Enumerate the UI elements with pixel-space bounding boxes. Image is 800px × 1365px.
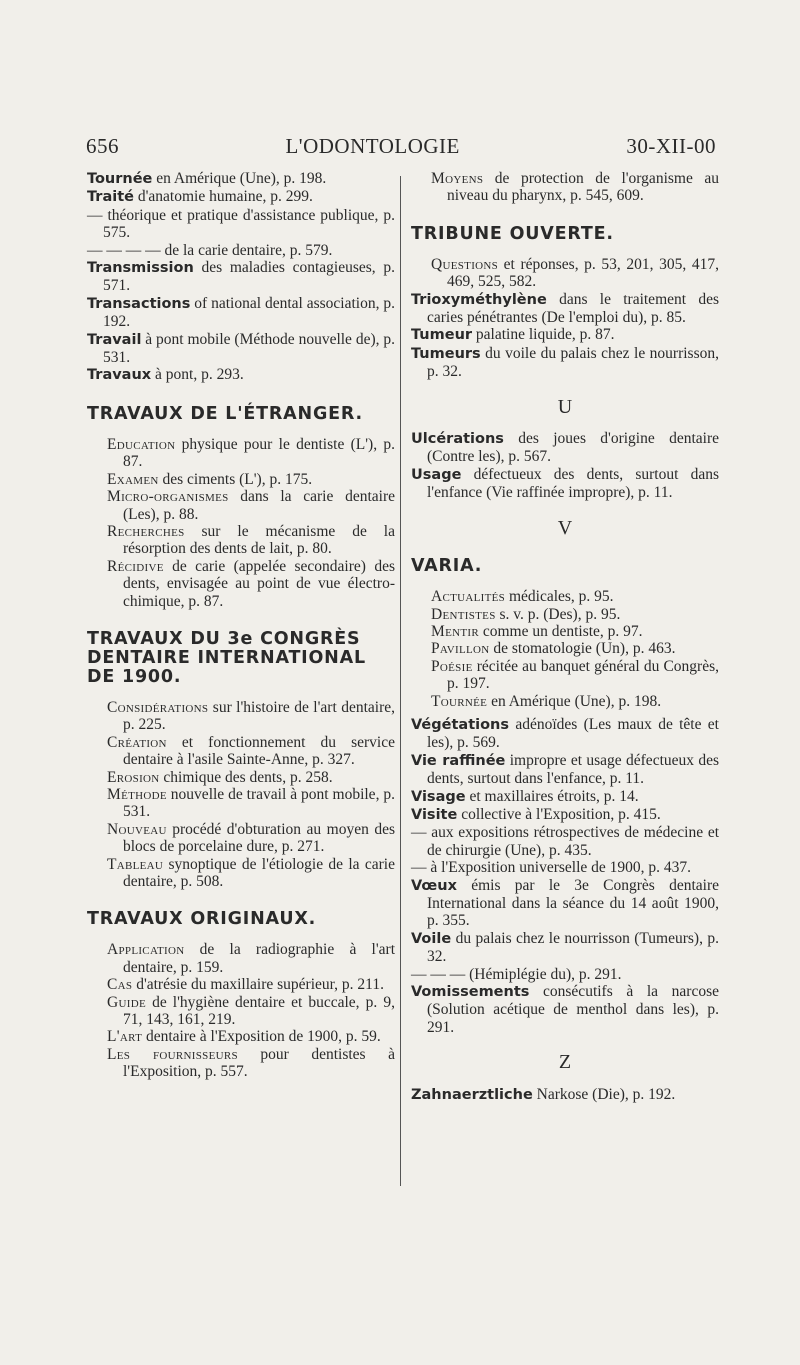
left-column (87, 170, 395, 1081)
index-entry (411, 623, 719, 640)
entry-text: de carie (appelée secondaire) des dents, envisagée au point de vue électro-chimique, p. 87. (123, 557, 395, 610)
entry-keyword: Moyens (431, 170, 484, 187)
entry-text: — à l'Exposition universelle de 1900, p. 437. (411, 859, 692, 877)
entry-keyword: Travaux (87, 367, 152, 384)
index-list (411, 588, 719, 710)
entry-text: — — — (Hémiplégie du), p. 291. (411, 965, 622, 983)
entry-text: — aux expositions rétrospectives de médecine et de chirurgie (Une), p. 435. (411, 824, 719, 859)
entry-keyword: Voile (411, 930, 452, 947)
page-header (86, 134, 716, 159)
entry-text: d'anatomie humaine, p. 299. (133, 188, 313, 206)
index-list (411, 430, 719, 502)
entry-keyword: Visite (411, 806, 458, 823)
entry-keyword: Travail (87, 331, 142, 348)
index-entry (87, 471, 395, 488)
index-entry (411, 606, 719, 623)
index-entry (411, 806, 719, 824)
entry-text: nouvelle de travail à pont mobile, p. 531. (123, 785, 395, 821)
entry-keyword: Récidive (107, 557, 164, 575)
index-list (411, 170, 719, 205)
index-entry (87, 488, 395, 523)
index-entry (411, 877, 719, 930)
entry-text: en Amérique (Une), p. 198. (152, 170, 327, 187)
entry-text: sur l'histoire de l'art dentaire, p. 225. (123, 698, 395, 734)
entry-keyword: Vœux (411, 877, 457, 894)
index-entry (411, 859, 719, 876)
entry-keyword: Tumeurs (411, 345, 481, 362)
entry-keyword: Tournée (431, 692, 488, 710)
index-entry (87, 941, 395, 976)
entry-keyword: Dentistes (431, 605, 496, 623)
right-column (411, 170, 719, 1104)
entry-keyword: Tumeur (411, 327, 473, 344)
section-heading: TRAVAUX DU 3e CONGRÈS DENTAIRE INTERNATIONAL DE 1900. (87, 628, 366, 687)
index-entry (411, 1086, 719, 1104)
index-entry (411, 824, 719, 859)
index-entry (87, 259, 395, 295)
entry-keyword: Transactions (87, 295, 191, 312)
entry-text: synoptique de l'étiologie de la carie dentaire, p. 508. (123, 855, 395, 890)
index-entry (411, 788, 719, 806)
index-entry (87, 366, 395, 384)
index-entry (87, 856, 395, 891)
index-entry (87, 207, 395, 242)
entry-keyword: Erosion (107, 768, 160, 786)
entry-text: récitée au banquet général du Congrès, p. 197. (447, 657, 719, 693)
entry-keyword: Questions (431, 255, 499, 273)
entry-text: of national dental association, p. 192. (103, 294, 395, 331)
index-entry (411, 326, 719, 344)
entry-text: du palais chez le nourrisson (Tumeurs), p. 32. (427, 929, 719, 966)
entry-text: — théorique et pratique d'assistance publique, p. 575. (87, 206, 395, 242)
index-entry (87, 769, 395, 786)
index-list (411, 256, 719, 291)
entry-keyword: Actualités (431, 588, 506, 606)
entry-keyword: Examen (107, 470, 159, 488)
page-number: 656 (86, 134, 119, 158)
index-entry (87, 523, 395, 558)
entry-text: s. v. p. (Des), p. 95. (495, 605, 621, 623)
index-entry (87, 734, 395, 769)
entry-text: de protection de l'organisme au niveau du pharynx, p. 545, 609. (447, 170, 719, 205)
entry-keyword: Vomissements (411, 984, 530, 1001)
section-heading: TRAVAUX DE L'ÉTRANGER. (87, 403, 363, 424)
entry-keyword: Zahnaerztliche (411, 1086, 533, 1103)
index-entry (87, 295, 395, 331)
entry-keyword: Trioxyméthylène (411, 291, 547, 308)
entry-keyword: Visage (411, 788, 466, 805)
index-entry (411, 983, 719, 1036)
index-entry (411, 588, 719, 605)
section-heading: TRAVAUX ORIGINAUX. (87, 909, 317, 930)
entry-text: adénoïdes (Les maux de tête et les), p. 569. (427, 715, 719, 752)
entry-text: dans la carie dentaire (Les), p. 88. (123, 488, 395, 523)
index-list (411, 1086, 719, 1104)
entry-keyword: Education (107, 435, 176, 453)
index-list (87, 170, 395, 385)
entry-keyword: Micro-organismes (107, 488, 229, 506)
index-entry (411, 640, 719, 657)
index-entry (411, 256, 719, 291)
index-entry (411, 930, 719, 966)
index-list (411, 291, 719, 381)
index-entry (87, 558, 395, 610)
entry-text: défectueux des dents, surtout dans l'enfance (Vie raffinée impropre), p. 11. (427, 465, 719, 502)
index-entry (87, 994, 395, 1029)
entry-keyword: Végétations (411, 716, 510, 733)
entry-text: Narkose (Die), p. 192. (532, 1085, 676, 1103)
index-entry (87, 188, 395, 206)
entry-keyword: Recherches (107, 522, 185, 540)
entry-text: procédé d'obturation au moyen des blocs de porcelaine dure, p. 271. (123, 820, 395, 856)
index-entry (411, 170, 719, 205)
section-heading: VARIA. (411, 556, 483, 577)
index-entry (411, 716, 719, 752)
entry-text: — — — — de la carie dentaire, p. 579. (87, 241, 333, 259)
index-entry (411, 693, 719, 710)
entry-keyword: Tournée (87, 171, 153, 187)
letter-heading: V (557, 516, 573, 539)
entry-keyword: Mentir (431, 622, 479, 640)
entry-text: des maladies contagieuses, p. 571. (103, 259, 395, 295)
section-heading: TRIBUNE OUVERTE. (411, 223, 614, 244)
entry-text: et réponses, p. 53, 201, 305, 417, 469, 525, 582. (447, 255, 719, 291)
entry-text: comme un dentiste, p. 97. (478, 622, 643, 640)
index-entry (87, 821, 395, 856)
index-entry (411, 658, 719, 693)
index-list (87, 699, 395, 890)
entry-text: et fonctionnement du service dentaire à l'asile Sainte-Anne, p. 327. (123, 733, 395, 769)
index-entry (87, 436, 395, 471)
index-entry (87, 786, 395, 821)
issue-date: 30-XII-00 (626, 134, 716, 158)
index-list (411, 716, 719, 1036)
entry-text: émis par le 3e Congrès dentaire International dans la séance du 14 août 1900, p. 355. (427, 876, 719, 930)
entry-text: des ciments (L'), p. 175. (158, 470, 313, 488)
entry-keyword: Tableau (107, 855, 164, 873)
entry-keyword: Nouveau (107, 820, 167, 838)
entry-keyword: Considérations (107, 698, 209, 716)
entry-text: collective à l'Exposition, p. 415. (457, 805, 661, 823)
entry-text: médicales, p. 95. (505, 588, 614, 606)
entry-text: physique pour le dentiste (L'), p. 87. (123, 435, 395, 471)
index-list (87, 436, 395, 610)
index-list (87, 941, 395, 1080)
index-entry (87, 1028, 395, 1045)
entry-text: chimique des dents, p. 258. (159, 768, 333, 786)
index-entry (411, 345, 719, 381)
entry-keyword: Création (107, 733, 167, 751)
index-entry (87, 331, 395, 367)
entry-text: sur le mécanisme de la résorption des dents de lait, p. 80. (123, 522, 395, 558)
entry-text: en Amérique (Une), p. 198. (487, 692, 662, 710)
entry-keyword: Application (107, 941, 185, 959)
running-title: L'ODONTOLOGIE (285, 134, 460, 158)
entry-text: des joues d'origine dentaire (Contre les), p. 567. (427, 430, 719, 466)
entry-text: du voile du palais chez le nourrisson, p. 32. (427, 344, 719, 381)
index-entry (87, 170, 395, 188)
entry-keyword: Guide (107, 993, 146, 1011)
entry-text: et maxillaires étroits, p. 14. (465, 787, 639, 805)
entry-keyword: Les fournisseurs (107, 1045, 238, 1063)
index-entry (411, 966, 719, 983)
letter-heading: Z (558, 1051, 572, 1074)
letter-heading: U (557, 395, 573, 418)
entry-text: dans le traitement des caries pénétrantes (De l'emploi du), p. 85. (427, 290, 719, 327)
entry-text: à pont mobile (Méthode nouvelle de), p. 531. (103, 330, 395, 367)
entry-keyword: Cas (107, 976, 133, 994)
index-entry (411, 466, 719, 502)
entry-keyword: Ulcérations (411, 431, 504, 448)
index-entry (411, 291, 719, 327)
entry-text: impropre et usage défectueux des dents, surtout dans l'enfance, p. 11. (427, 751, 719, 788)
entry-text: palatine liquide, p. 87. (472, 326, 615, 344)
entry-keyword: Transmission (87, 260, 194, 277)
index-entry (411, 752, 719, 788)
entry-keyword: Poésie (431, 657, 473, 675)
entry-keyword: Usage (411, 466, 462, 483)
entry-text: de la radiographie à l'art dentaire, p. 159. (123, 941, 395, 976)
index-entry (87, 1046, 395, 1081)
entry-keyword: Méthode (107, 785, 167, 803)
entry-text: de l'hygiène dentaire et buccale, p. 9, 71, 143, 161, 219. (123, 993, 395, 1029)
entry-keyword: L'art (107, 1028, 143, 1046)
index-entry (87, 976, 395, 993)
entry-text: pour dentistes à l'Exposition, p. 557. (123, 1045, 395, 1081)
entry-keyword: Traité (87, 189, 134, 206)
index-entry (411, 430, 719, 466)
entry-text: dentaire à l'Exposition de 1900, p. 59. (142, 1028, 381, 1046)
entry-keyword: Vie raffinée (411, 752, 506, 769)
entry-keyword: Pavillon (431, 640, 490, 658)
index-entry (87, 242, 395, 259)
entry-text: de stomatologie (Un), p. 463. (489, 640, 676, 658)
entry-text: d'atrésie du maxillaire supérieur, p. 211. (132, 976, 384, 994)
column-divider (400, 176, 401, 1186)
index-entry (87, 699, 395, 734)
entry-text: à pont, p. 293. (151, 366, 244, 384)
entry-text: consécutifs à la narcose (Solution acétique de menthol dans les), p. 291. (427, 983, 719, 1036)
